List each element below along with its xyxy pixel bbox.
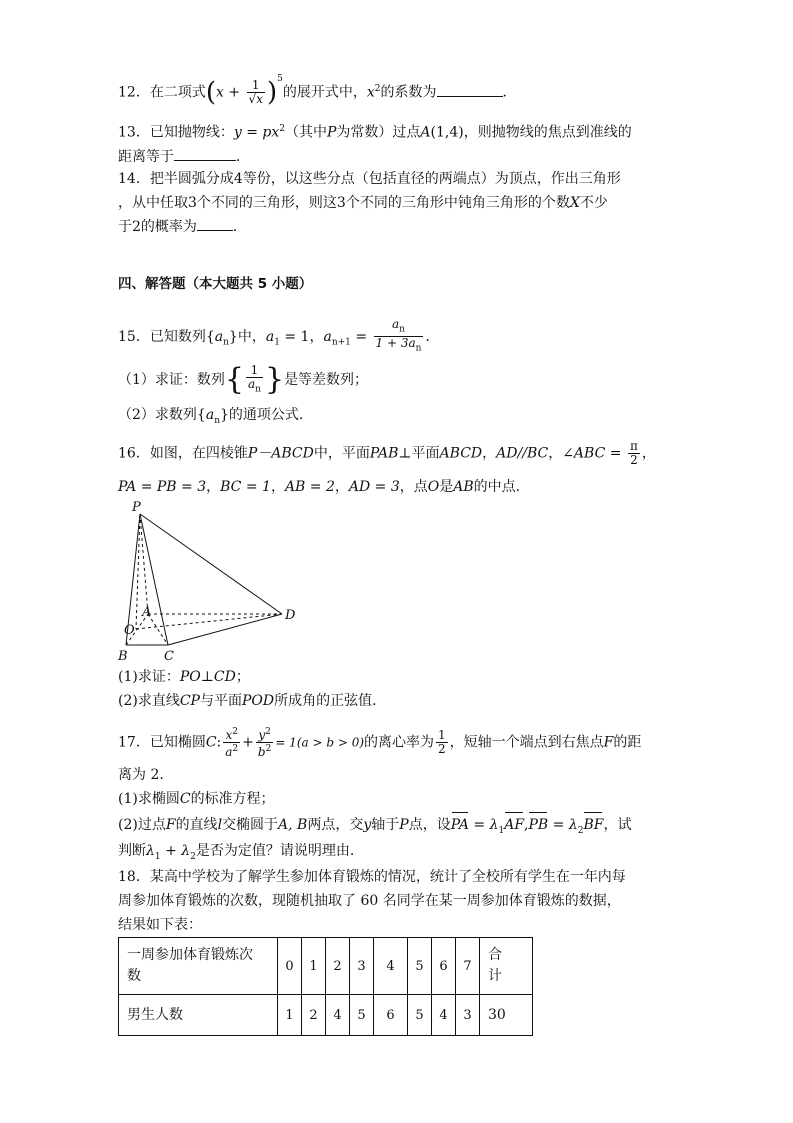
edge-pc [140,514,168,645]
table-cell: 5 [408,938,432,995]
answer-blank-12[interactable] [437,82,503,97]
fraction-recurrence: $\frac{a_n}{1 + 3a_n}$ [375,317,422,354]
question-18-line-3: 结果如下表： [118,917,202,933]
question-13: 13．已知抛物线：$y = px^2$（其中P为常数）过点A(1,4)，则抛物线的焦点到准线的 [118,124,632,141]
table-cell: 4 [374,938,408,995]
table-cell: 7 [456,938,480,995]
question-17-line-2: 离为 2. [118,767,164,783]
answer-blank-13[interactable] [174,146,236,161]
label-c: C [164,649,174,664]
table-cell: 2 [326,938,350,995]
question-14: 14．把半圆弧分成4等份，以这些分点（包括直径的两端点）为顶点，作出三角形 [118,171,621,187]
edge-pa [140,514,148,614]
exercise-table [118,937,533,1036]
table-cell: 6 [374,995,408,1036]
edge-od [136,614,282,629]
question-15-part-1: （1）求证：数列{ $\frac{1}{a_n}$ }是等差数列； [118,362,369,398]
question-16-part-1: (1)求证：PO⊥CD； [118,669,250,685]
question-14-line-3: 于2的概率为 ． [118,216,675,238]
table-cell: 5 [350,995,374,1036]
question-18-line-2: 周参加体育锻炼的次数，现随机抽取了 60 名同学在某一周参加体育锻炼的数据， [118,893,621,909]
question-16: 16．如图，在四棱锥P－ABCD中，平面PAB⊥平面ABCD，AD//BC，∠ABC = $\frac{\pi}{2}$ ， [118,439,656,467]
table-cell: 1 [302,938,326,995]
answer-blank-14[interactable] [197,216,233,231]
table-cell: 4 [326,995,350,1036]
table-header-total: 合 计 [480,938,533,995]
table-cell: 0 [278,938,302,995]
question-16-part-2: (2)求直线CP与平面POD所成角的正弦值． [118,693,387,709]
edge-cd [168,614,282,645]
question-14-line-2: ，从中任取3个不同的三角形，则这3个不同的三角形中钝角三角形的个数X不少 [118,195,608,211]
table-header-label: 一周参加体育锻炼次 数 [119,938,278,995]
label-b: B [118,649,128,664]
question-12: 12．在二项式(x + $\frac{1}{√x}$ )$^5$的展开式中，$x^2$的系数为 ． [118,74,517,108]
table-cell: 3 [350,938,374,995]
table-row-label: 男生人数 [119,995,278,1036]
section-title: 四、解答题（本大题共 5 小题） [118,276,313,292]
label-p: P [132,500,141,515]
label-d: D [285,608,296,623]
question-17: 17．已知椭圆C: $\frac{x^2}{a^2}$ + $\frac{y^2}{b^2}$ = 1(a > b > 0)的离心率为 $\frac{1}{2}$ ，短轴一个端点到右焦点F的距 [118,727,642,759]
table-cell: 1 [278,995,302,1036]
question-17-part-2: (2)过点F的直线l交椭圆于A, B两点，交y轴于P点，设PA = $\lambda_1AF,PB = \lambda_2BF$，试 [118,814,675,842]
question-17-line-3: 判断$\lambda_1 + \lambda_2$是否为定值？请说明理由. [118,843,355,862]
question-17-part-1: (1)求椭圆C的标准方程； [118,791,275,807]
question-13-line-2: 距离等于 ． [118,146,675,168]
fraction-1-over-sqrt-x: $\frac{1}{√x}$ [248,78,263,107]
question-15: 15．已知数列$\{a_n\}$中，$a_1 = 1$，$a_{n+1}$ = $\frac{a_n}{1 + 3a_n}$ ． [118,317,440,354]
edge-pd [140,514,282,614]
question-15-part-2: （2）求数列$\{a_n\}$的通项公式． [118,407,313,426]
label-a: A [142,605,152,620]
table-cell: 5 [408,995,432,1036]
table-cell: 2 [302,995,326,1036]
table-cell: 4 [432,995,456,1036]
question-16-line-2: PA = PB = 3，BC = 1，AB = 2，AD = 3，点O是AB的中点． [118,479,530,495]
table-cell: 3 [456,995,480,1036]
pyramid-figure [116,498,316,668]
question-18: 18．某高中学校为了解学生参加体育锻炼的情况，统计了全校所有学生在一年内每 [118,869,626,885]
label-o: O [124,623,135,638]
table-row-total: 30 [480,995,533,1036]
table-cell: 6 [432,938,456,995]
table-row [119,995,533,1036]
table-header-row [119,938,533,995]
